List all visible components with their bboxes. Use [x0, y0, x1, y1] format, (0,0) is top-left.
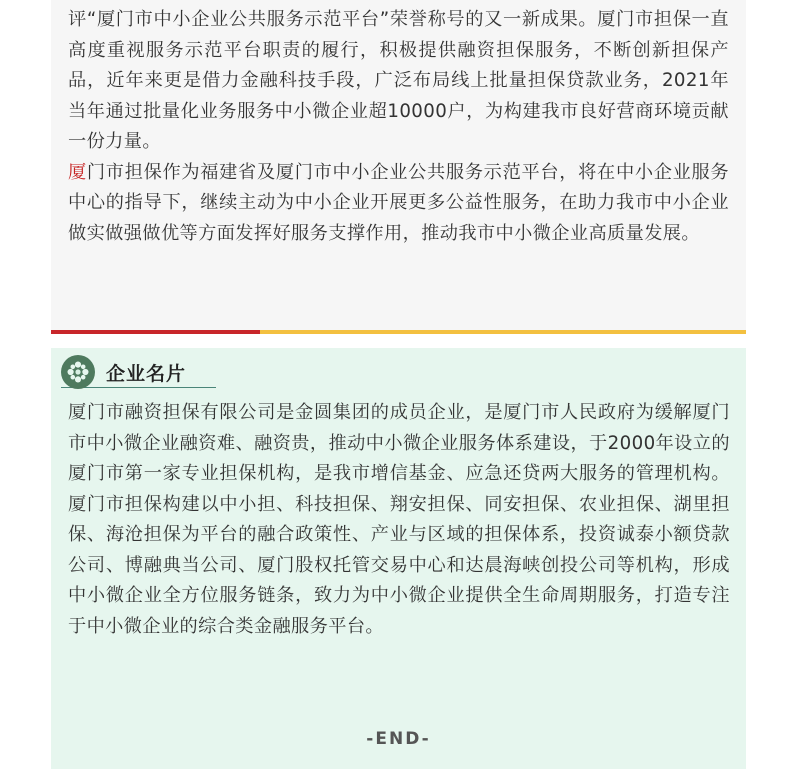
company-card-section — [51, 348, 746, 769]
article-top-section — [51, 0, 746, 330]
paragraph-initial-char: 厦 — [68, 161, 87, 183]
article-paragraph-2 — [68, 158, 729, 250]
company-profile-text: 厦门市融资担保有限公司是金圆集团的成员企业，是厦门市人民政府为缓解厦门市中小微企业融资难、融资贵，推动中小微企业服务体系建设，于2000年设立的厦门市第一家专业担保机构，是我市增信基金、应急还贷两大服务的管理机构。厦门市担保构建以中小担、科技担保、翔安担保、同安担保、农业担保、湖里担保、海沧担保为平台的融合政策性、产业与区域的担保体系，投资诚泰小额贷款公司、博融典当公司、厦门股权托管交易中心和达晨海峡创投公司等机构，形成中小微企业全方位服务链条，致力为中小微企业提供全生命周期服务，打造专注于中小微企业的综合类金融服务平台。 — [68, 402, 730, 637]
card-title: 企业名片 — [106, 363, 187, 385]
divider-red-segment — [51, 330, 260, 334]
film-reel-icon — [61, 355, 95, 389]
article-paragraph-1: 评“厦门市中小企业公共服务示范平台”荣誉称号的又一新成果。厦门市担保一直高度重视服务示范平台职责的履行，积极提供融资担保服务，不断创新担保产品，近年来更是借力金融科技手段，广泛布局线上批量担保贷款业务，2021年当年通过批量化业务服务中小微企业超10000户，为构建我市良好营商环境贡献一份力量。 — [68, 9, 729, 152]
divider-yellow-segment — [260, 330, 746, 334]
paragraph-2-text: 门市担保作为福建省及厦门市中小企业公共服务示范平台，将在中小企业服务中心的指导下，继续主动为中小企业开展更多公益性服务，在助力我市中小企业做实做强做优等方面发挥好服务支撑作用，推动我市中小微企业高质量发展。 — [68, 161, 729, 244]
card-header — [61, 353, 216, 388]
end-mark: -END- — [366, 729, 431, 749]
section-divider — [51, 330, 746, 334]
